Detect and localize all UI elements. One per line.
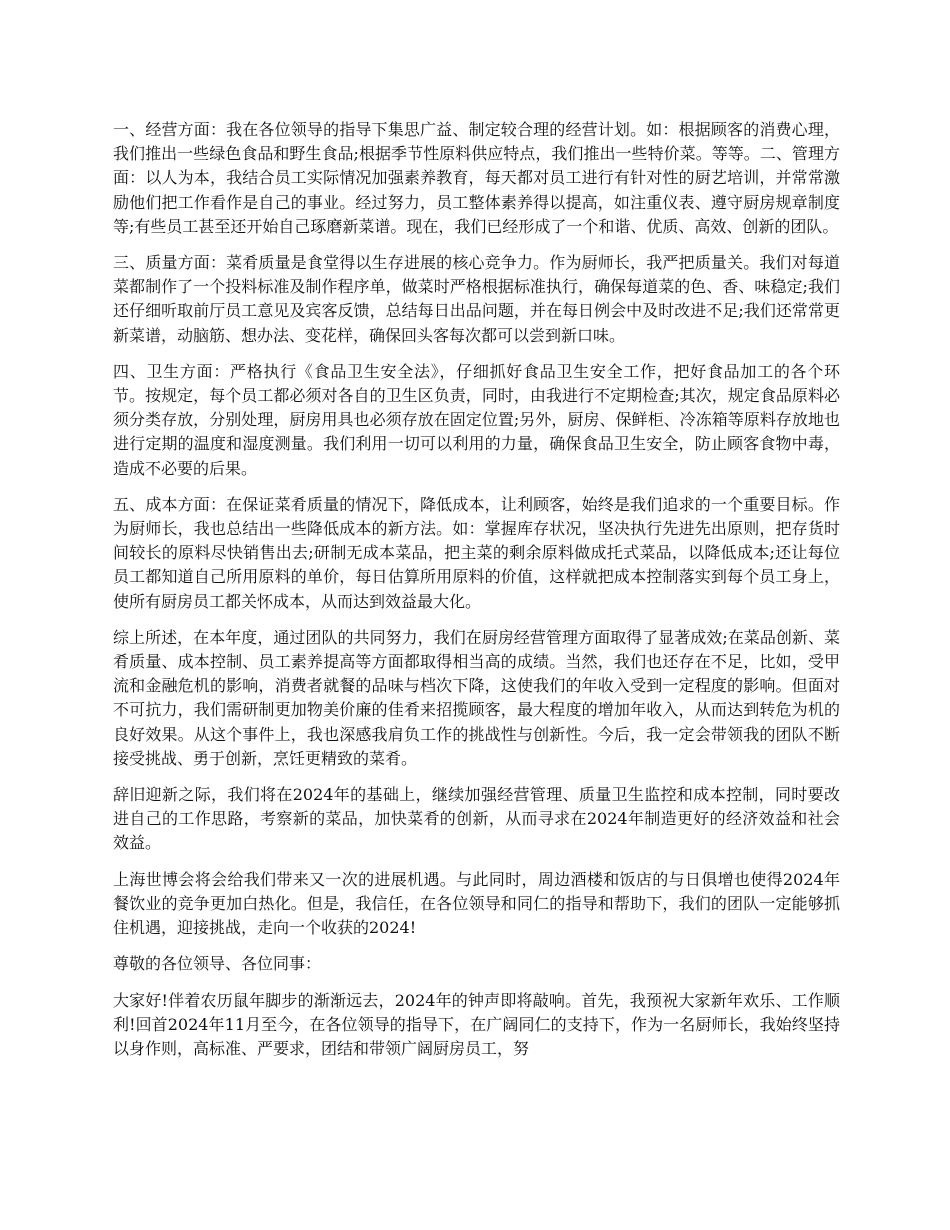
paragraph-new-year-plan: 辞旧迎新之际，我们将在2024年的基础上，继续加强经营管理、质量卫生监控和成本控制，同时要改进自己的工作思路，考察新的菜品，加快菜肴的创新，从而寻求在2024年制造更好的经济效益和社会效益。 xyxy=(113,785,840,853)
paragraph-quality: 三、质量方面：菜肴质量是食堂得以生存进展的核心竞争力。作为厨师长，我严把质量关。我们对每道菜都制作了一个投料标准及制作程序单，做菜时严格根据标准执行，确保每道菜的色、香、味稳定;我们还仔细听取前厅员工意见及宾客反馈，总结每日出品问题，并在每日例会中及时改进不足;我们还常常更新菜谱，动脑筋、想办法、变花样，确保回头客每次都可以尝到新口味。 xyxy=(113,253,840,345)
paragraph-cost: 五、成本方面：在保证菜肴质量的情况下，降低成本，让利顾客，始终是我们追求的一个重要目标。作为厨师长，我也总结出一些降低成本的新方法。如：掌握库存状况，坚决执行先进先出原则，把存货时间较长的原料尽快销售出去;研制无成本菜品，把主菜的剩余原料做成托式菜品，以降低成本;还让每位员工都知道自己所用原料的单价，每日估算所用原料的价值，这样就把成本控制落实到每个员工身上，使所有厨房员工都关怀成本，从而达到效益最大化。 xyxy=(113,494,840,611)
paragraph-greeting: 大家好!伴着农历鼠年脚步的渐渐远去，2024年的钟声即将敲响。首先，我预祝大家新年欢乐、工作顺利!回首2024年11月至今，在各位领导的指导下，在广阔同仁的支持下，作为一名厨师长，我始终坚持以身作则，高标准、严要求，团结和带领广阔厨房员工，努 xyxy=(113,990,840,1058)
document-body xyxy=(113,118,840,1073)
paragraph-summary: 综上所述，在本年度，通过团队的共同努力，我们在厨房经营管理方面取得了显著成效;在菜品创新、菜肴质量、成本控制、员工素养提高等方面都取得相当高的成绩。当然，我们也还存在不足，比如，受甲流和金融危机的影响，消费者就餐的品味与档次下降，这使我们的年收入受到一定程度的影响。但面对不可抗力，我们需研制更加物美价廉的佳肴来招揽顾客，最大程度的增加年收入，从而达到转危为机的良好效果。从这个事件上，我也深感我肩负工作的挑战性与创新性。今后，我一定会带领我的团队不断接受挑战、勇于创新，烹饪更精致的菜肴。 xyxy=(113,627,840,768)
paragraph-salutation: 尊敬的各位领导、各位同事： xyxy=(113,954,322,974)
paragraph-operations-management: 一、经营方面：我在各位领导的指导下集思广益、制定较合理的经营计划。如：根据顾客的消费心理，我们推出一些绿色食品和野生食品;根据季节性原料供应特点，我们推出一些特价菜。等等。二、管理方面：以人为本，我结合员工实际情况加强素养教育，每天都对员工进行有针对性的厨艺培训，并常常激励他们把工作看作是自己的事业。经过努力，员工整体素养得以提高，如注重仪表、遵守厨房规章制度等;有些员工甚至还开始自己琢磨新菜谱。现在，我们已经形成了一个和谐、优质、高效、创新的团队。 xyxy=(113,120,840,236)
paragraph-expo-opportunity: 上海世博会将会给我们带来又一次的进展机遇。与此同时，周边酒楼和饭店的与日俱增也使得2024年餐饮业的竞争更加白热化。但是，我信任，在各位领导和同仁的指导和帮助下，我们的团队一定能够抓住机遇，迎接挑战，走向一个收获的2024! xyxy=(113,869,840,938)
paragraph-hygiene: 四、卫生方面：严格执行《食品卫生安全法》，仔细抓好食品卫生安全工作，把好食品加工的各个环节。按规定，每个员工都必须对各自的卫生区负责，同时，由我进行不定期检查;其次，规定食品原料必须分类存放，分别处理，厨房用具也必须存放在固定位置;另外，厨房、保鲜柜、冷冻箱等原料存放地也进行定期的温度和湿度测量。我们利用一切可以利用的力量，确保食品卫生安全，防止顾客食物中毒，造成不必要的后果。 xyxy=(113,361,840,478)
